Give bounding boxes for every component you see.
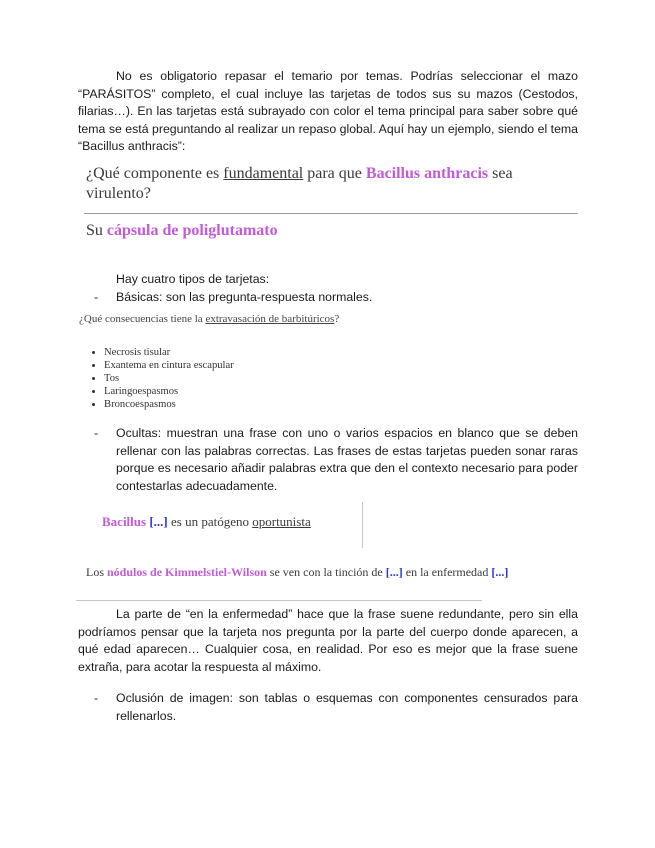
- cloze-card-2: [86, 565, 526, 579]
- example-card-answer: [86, 222, 278, 240]
- cloze-text: Los: [86, 565, 107, 579]
- list-item: • Necrosis tisular: [104, 346, 234, 359]
- list-item: • Laringoespasmos: [104, 385, 234, 398]
- basic-card-question: [79, 313, 339, 325]
- answer-highlight: cápsula de poliglutamato: [106, 222, 278, 239]
- explanation-paragraph: La parte de “en la enfermedad” hace que la frase suene redundante, pero sin ella podríamos pensar que la tarjeta nos pregunta por la parte del cuerpo donde aparecen, a qué edad aparecen… Cualquier cosa, en realidad. Por eso es mejor que la frase suene extraña, para acotar la respuesta al máximo.: [78, 607, 578, 674]
- card-divider: [76, 600, 482, 601]
- card-separator: [362, 502, 363, 548]
- dash-marker: -: [94, 426, 99, 440]
- underlined-topic: extravasación de barbitúricos: [205, 313, 335, 325]
- bullet-ocultas: [78, 425, 578, 495]
- bullet-text: Básicas: son las pregunta-respuesta normales.: [116, 290, 373, 304]
- cloze-text: es un patógeno: [167, 514, 253, 529]
- list-item: • Broncoespasmos: [104, 398, 234, 411]
- card-divider: [84, 213, 578, 214]
- bullet-basicas: [78, 289, 578, 307]
- question-text: sea virulento?: [86, 165, 513, 202]
- topic-highlight: nódulos de Kimmelstiel-Wilson: [107, 565, 267, 579]
- cloze-text: en la enfermedad: [402, 565, 492, 579]
- question-text: para que: [303, 165, 366, 182]
- basic-card-answer-list: [92, 346, 234, 411]
- cloze-text: se ven con la tinción de: [266, 565, 386, 579]
- cloze-card-1: [102, 514, 311, 530]
- intro-paragraph: No es obligatorio repasar el temario por temas. Podrías seleccionar el mazo “PARÁSITOS” completo, el cual incluye las tarjetas de todos sus su mazos (Cestodos, filarias…). En las tarjetas está subrayado con color el tema principal para saber sobre qué tema se está preguntando al realizar un repaso global. Aquí hay un ejemplo, siendo el tema “Bacillus anthracis”:: [78, 69, 578, 154]
- list-item: • Tos: [104, 372, 234, 385]
- cloze-blank: [...]: [491, 565, 509, 579]
- topic-highlight: Bacillus: [102, 514, 150, 529]
- bullet-text: Oclusión de imagen: son tablas o esquemas con componentes censurados para rellenarlos.: [116, 691, 578, 723]
- example-card-question: [86, 164, 566, 204]
- underlined-word: fundamental: [223, 165, 304, 182]
- cloze-blank: [...]: [385, 565, 403, 579]
- bullet-oclusion: [78, 690, 578, 725]
- list-item: • Exantema en cintura escapular: [104, 359, 234, 372]
- question-text: ?: [334, 313, 340, 325]
- underlined-word: oportunista: [252, 514, 311, 529]
- types-intro: Hay cuatro tipos de tarjetas:: [116, 272, 270, 286]
- question-text: ¿Qué consecuencias tiene la: [79, 313, 206, 325]
- dash-marker: -: [94, 290, 99, 304]
- topic-highlight: Bacillus anthracis: [365, 165, 489, 182]
- dash-marker: -: [94, 691, 99, 705]
- bullet-text: Ocultas: muestran una frase con uno o varios espacios en blanco que se deben rellenar con las palabras correctas. Las frases de estas tarjetas pueden sonar raras porque es necesario añadir palabras extra que den el contexto necesario para poder contestarlas adecuadamente.: [116, 426, 578, 493]
- question-text: ¿Qué componente es: [86, 165, 224, 182]
- cloze-blank: [...]: [149, 514, 168, 529]
- answer-text: Su: [86, 222, 107, 239]
